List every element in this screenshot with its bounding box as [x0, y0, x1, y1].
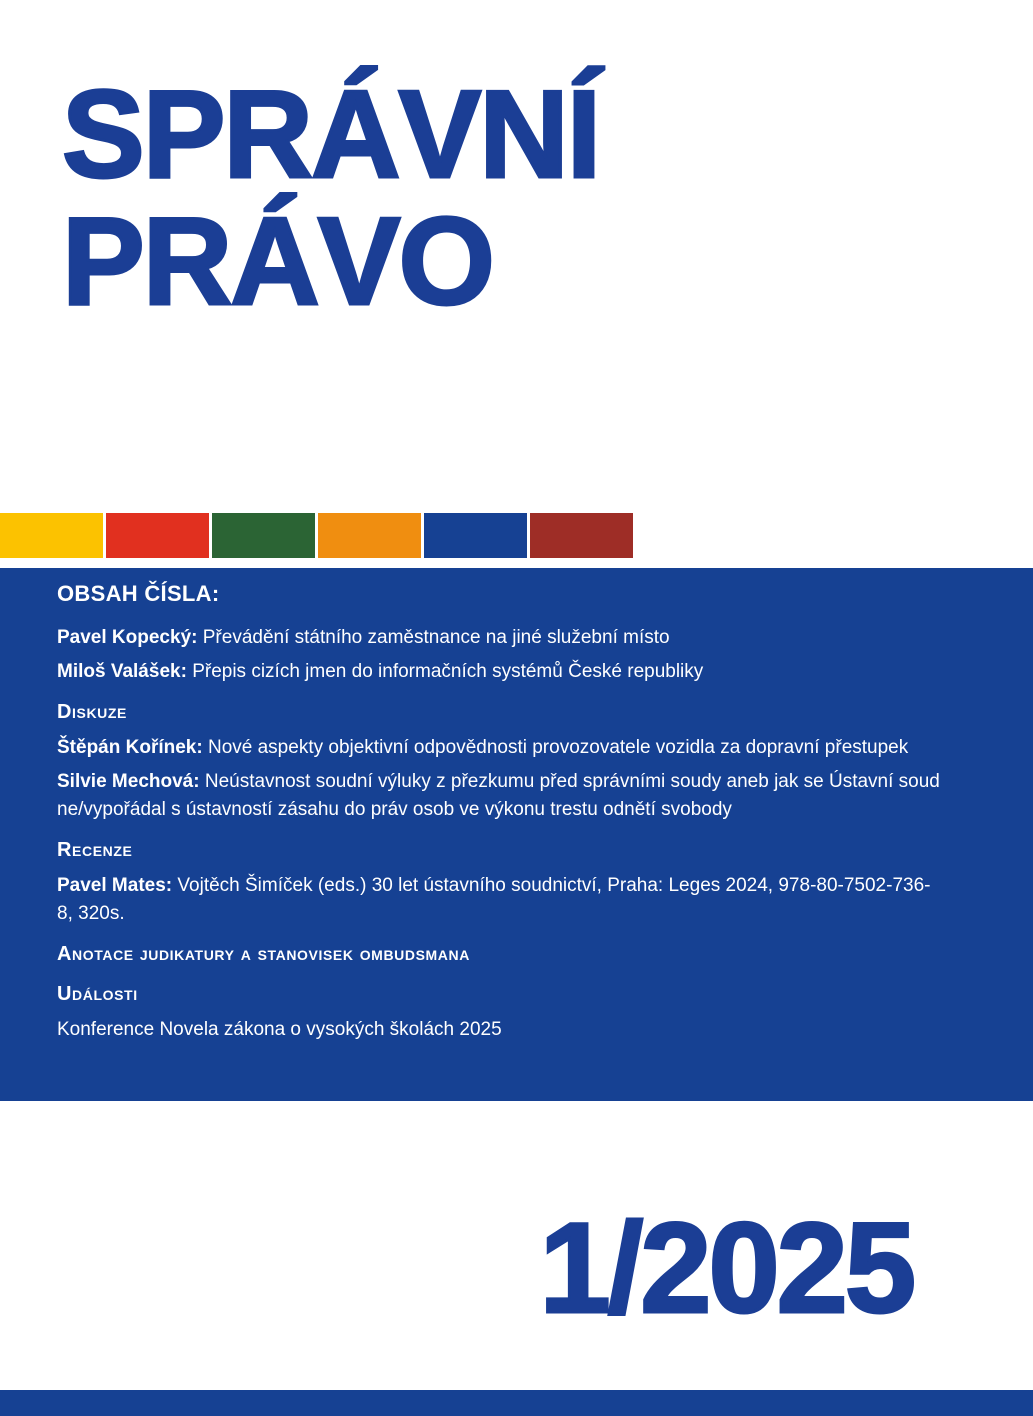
section-heading-anotace: Anotace judikatury a stanovisek ombudsmana	[57, 943, 470, 965]
journal-title-line1: SPRÁVNÍ	[62, 66, 600, 204]
stripe-orange	[318, 513, 421, 558]
section-heading-recenze: Recenze	[57, 839, 133, 861]
stripe-green	[212, 513, 315, 558]
stripe-maroon	[530, 513, 633, 558]
toc-entry	[57, 872, 942, 928]
toc-entry-author: Miloš Valášek:	[57, 661, 187, 682]
contents-heading: OBSAH ČÍSLA:	[57, 581, 220, 606]
toc-entry-author: Štěpán Kořínek:	[57, 737, 203, 758]
toc-entry-title: Převádění státního zaměstnance na jiné služební místo	[202, 627, 670, 648]
toc-entry-author: Pavel Mates:	[57, 875, 173, 896]
bottom-band	[0, 1390, 1033, 1416]
journal-title-line2: PRÁVO	[62, 193, 493, 331]
toc-entry	[57, 734, 942, 762]
section-heading-udalosti: Události	[57, 983, 138, 1005]
toc-entry-title: Neústavnost soudní výluky z přezkumu před správními soudy aneb jak se Ústavní soud ne/vypořádal s ústavností zásahu do práv osob ve výkonu trestu odnětí svobody	[57, 771, 940, 820]
toc-entry-title: Nové aspekty objektivní odpovědnosti provozovatele vozidla za dopravní přestupek	[207, 737, 909, 758]
event-line: Konference Novela zákona o vysokých školách 2025	[57, 1019, 502, 1040]
toc-entry-title: Přepis cizích jmen do informačních systémů České republiky	[192, 661, 704, 682]
contents-panel	[0, 568, 1033, 1101]
toc-entry-author: Silvie Mechová:	[57, 771, 200, 792]
toc-entry	[57, 624, 942, 652]
section-heading-diskuze: Diskuze	[57, 701, 127, 723]
toc-entry-author: Pavel Kopecký:	[57, 627, 198, 648]
toc-entry	[57, 768, 942, 824]
stripe-yellow	[0, 513, 103, 558]
toc-entry	[57, 658, 942, 686]
stripe-red	[106, 513, 209, 558]
stripe-blue	[424, 513, 527, 558]
toc-entry-title: Vojtěch Šimíček (eds.) 30 let ústavního soudnictví, Praha: Leges 2024, 978-80-7502-736-8, 320s.	[57, 875, 931, 924]
journal-masthead	[62, 66, 600, 331]
issue-number: 1/2025	[539, 1197, 913, 1340]
color-stripe-bar	[0, 513, 633, 558]
